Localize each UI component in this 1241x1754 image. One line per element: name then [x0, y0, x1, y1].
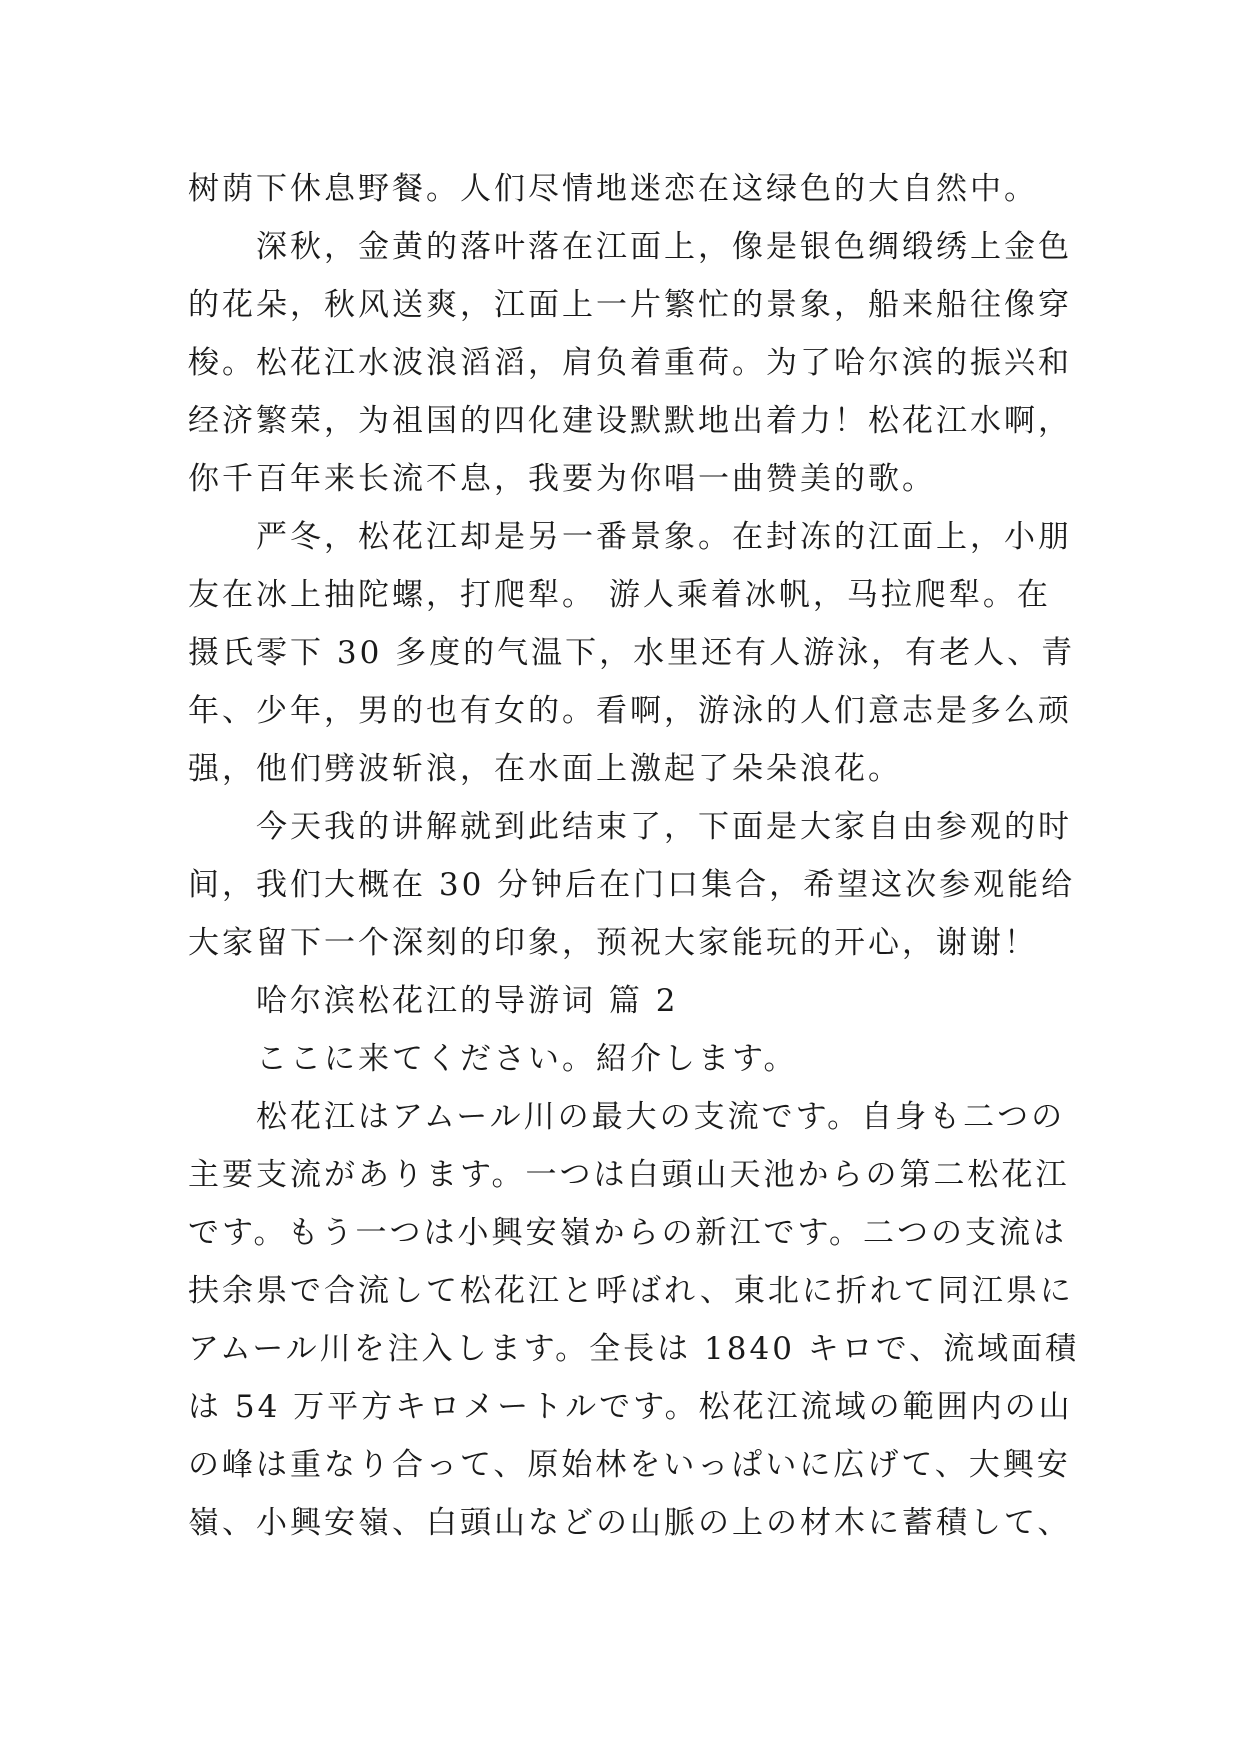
text-line: 的花朵，秋风送爽，江面上一片繁忙的景象，船来船往像穿 — [188, 287, 1072, 323]
text-line: 松花江はアムール川の最大の支流です。自身も二つの — [256, 1099, 1066, 1135]
text-line: 主要支流があります。一つは白頭山天池からの第二松花江 — [188, 1157, 1070, 1193]
text-line: 你千百年来长流不息，我要为你唱一曲赞美的歌。 — [188, 461, 936, 497]
text-line: 扶余県で合流して松花江と呼ばれ、東北に折れて同江県に — [188, 1273, 1074, 1309]
text-line: 经济繁荣，为祖国的四化建设默默地出着力！松花江水啊， — [188, 403, 1072, 439]
text-line: の峰は重なり合って、原始林をいっぱいに広げて、大興安 — [188, 1447, 1071, 1483]
text-line: 友在冰上抽陀螺，打爬犁。 游人乘着冰帆，马拉爬犁。在 — [188, 577, 1051, 613]
section-heading: 哈尔滨松花江的导游词 篇 2 — [256, 983, 679, 1019]
text-line: 强，他们劈波斩浪，在水面上激起了朵朵浪花。 — [188, 751, 902, 787]
text-line: 今天我的讲解就到此结束了，下面是大家自由参观的时 — [256, 809, 1072, 845]
text-line: は 54 万平方キロメートルです。松花江流域の範囲内の山 — [188, 1389, 1073, 1425]
text-line: 深秋，金黄的落叶落在江面上，像是银色绸缎绣上金色 — [256, 229, 1072, 265]
text-line: 间，我们大概在 30 分钟后在门口集合，希望这次参观能给 — [188, 867, 1076, 903]
text-line: 摄氏零下 30 多度的气温下，水里还有人游泳，有老人、青 — [188, 635, 1076, 671]
text-line: ここに来てください。紹介します。 — [256, 1041, 798, 1077]
text-line: 年、少年，男的也有女的。看啊，游泳的人们意志是多么顽 — [188, 693, 1072, 729]
text-line: アムール川を注入します。全長は 1840 キロで、流域面積 — [188, 1331, 1080, 1367]
text-line: 严冬，松花江却是另一番景象。在封冻的江面上，小朋 — [256, 519, 1072, 555]
text-line: 梭。松花江水波浪滔滔，肩负着重荷。为了哈尔滨的振兴和 — [188, 345, 1072, 381]
text-line: 大家留下一个深刻的印象，预祝大家能玩的开心，谢谢！ — [188, 925, 1038, 961]
document-body — [188, 160, 1080, 1552]
text-line: です。もう一つは小興安嶺からの新江です。二つの支流は — [188, 1215, 1068, 1251]
text-line: 嶺、小興安嶺、白頭山などの山脈の上の材木に蓄積して、 — [188, 1505, 1072, 1541]
text-line: 树荫下休息野餐。人们尽情地迷恋在这绿色的大自然中。 — [188, 171, 1038, 207]
